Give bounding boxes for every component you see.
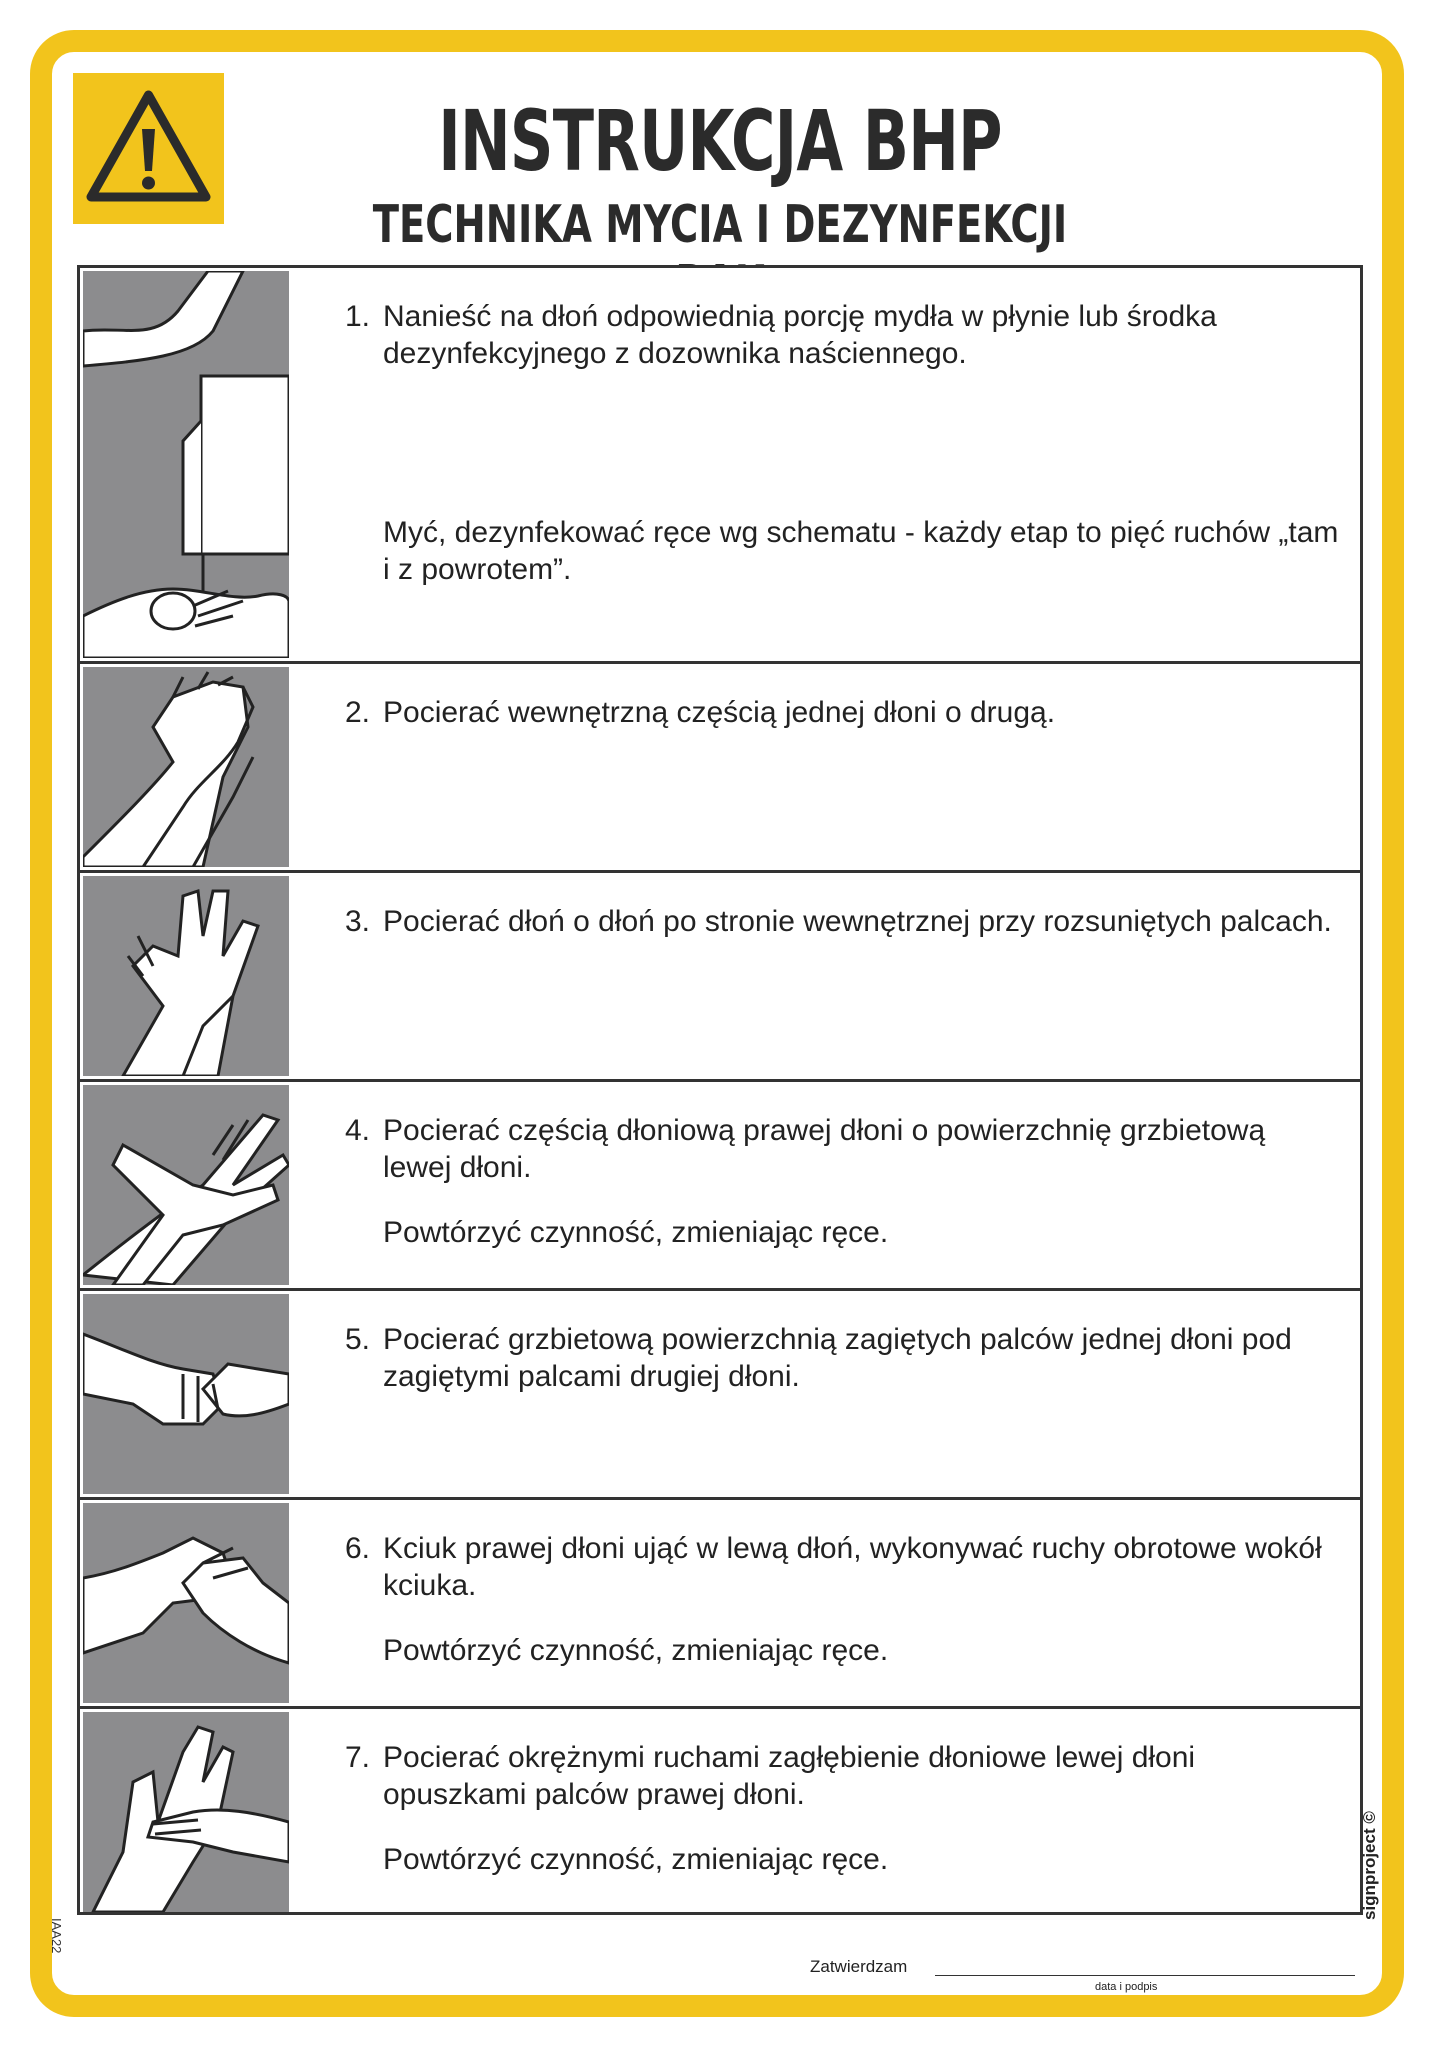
step-note: Powtórzyć czynność, zmieniając ręce. xyxy=(383,1843,889,1876)
instructions-table xyxy=(77,265,1363,1915)
sign-code-text: IAA22 xyxy=(49,1918,64,1954)
thumb-rotation-icon xyxy=(83,1503,289,1703)
step-row-3 xyxy=(80,873,1360,1082)
step-row-5 xyxy=(80,1291,1360,1500)
soap-dispenser-icon xyxy=(83,271,289,658)
step-note: Powtórzyć czynność, zmieniając ręce. xyxy=(383,1216,889,1249)
step-note: Myć, dezynfekować ręce wg schematu - każdy etap to pięć ruchów „tam i z powrotem”. xyxy=(383,516,1339,586)
step-text: Pocierać dłoń o dłoń po stronie wewnętrznej przy rozsuniętych palcach. xyxy=(383,905,1332,938)
step-row-1 xyxy=(80,268,1360,664)
step-text: Pocierać okrężnymi ruchami zagłębienie dłoniowe lewej dłoni opuszkami palców prawej dłoni. xyxy=(383,1741,1196,1811)
step-text: Pocierać grzbietową powierzchnią zagiętych palców jednej dłoni pod zagiętymi palcami drugiej dłoni. xyxy=(383,1323,1292,1393)
step-number: 7. xyxy=(345,1741,371,1774)
step-row-4 xyxy=(80,1082,1360,1291)
step-text: Kciuk prawej dłoni ująć w lewą dłoń, wykonywać ruchy obrotowe wokół kciuka. xyxy=(383,1532,1322,1602)
interlocked-fingers-icon xyxy=(83,1294,289,1494)
step-number: 4. xyxy=(345,1114,371,1147)
step-number: 3. xyxy=(345,905,371,938)
palm-over-back-icon xyxy=(83,1085,289,1285)
signature-label: data i podpis xyxy=(1095,1981,1158,1993)
step-text: Pocierać częścią dłoniową prawej dłoni o powierzchnię grzbietową lewej dłoni. xyxy=(383,1114,1266,1184)
warning-triangle-icon xyxy=(73,73,224,224)
approve-label: Zatwierdzam xyxy=(810,1957,908,1976)
step-number: 6. xyxy=(345,1532,371,1565)
page-title: INSTRUKCJA BHP xyxy=(438,92,1002,190)
palm-to-palm-icon xyxy=(83,667,289,867)
interlaced-fingers-icon xyxy=(83,876,289,1076)
step-number: 2. xyxy=(345,696,371,729)
step-text: Pocierać wewnętrzną częścią jednej dłoni o drugą. xyxy=(383,696,1056,729)
step-row-2 xyxy=(80,664,1360,873)
signature-line xyxy=(935,1975,1355,1976)
sign-code xyxy=(50,1918,80,1978)
step-number: 5. xyxy=(345,1323,371,1356)
fingertips-in-palm-icon xyxy=(83,1712,289,1912)
step-text: Nanieść na dłoń odpowiednią porcję mydła w płynie lub środka dezynfekcyjnego z dozownika naściennego. xyxy=(383,300,1217,370)
step-number: 1. xyxy=(345,300,371,333)
step-row-6 xyxy=(80,1500,1360,1709)
step-row-7 xyxy=(80,1709,1360,1918)
copyright-text: signproject © xyxy=(1360,1811,1379,1920)
step-note: Powtórzyć czynność, zmieniając ręce. xyxy=(383,1634,889,1667)
copyright-note xyxy=(1360,1770,1400,1920)
page-subtitle: TECHNIKA MYCIA I DEZYNFEKCJI xyxy=(372,195,1068,255)
